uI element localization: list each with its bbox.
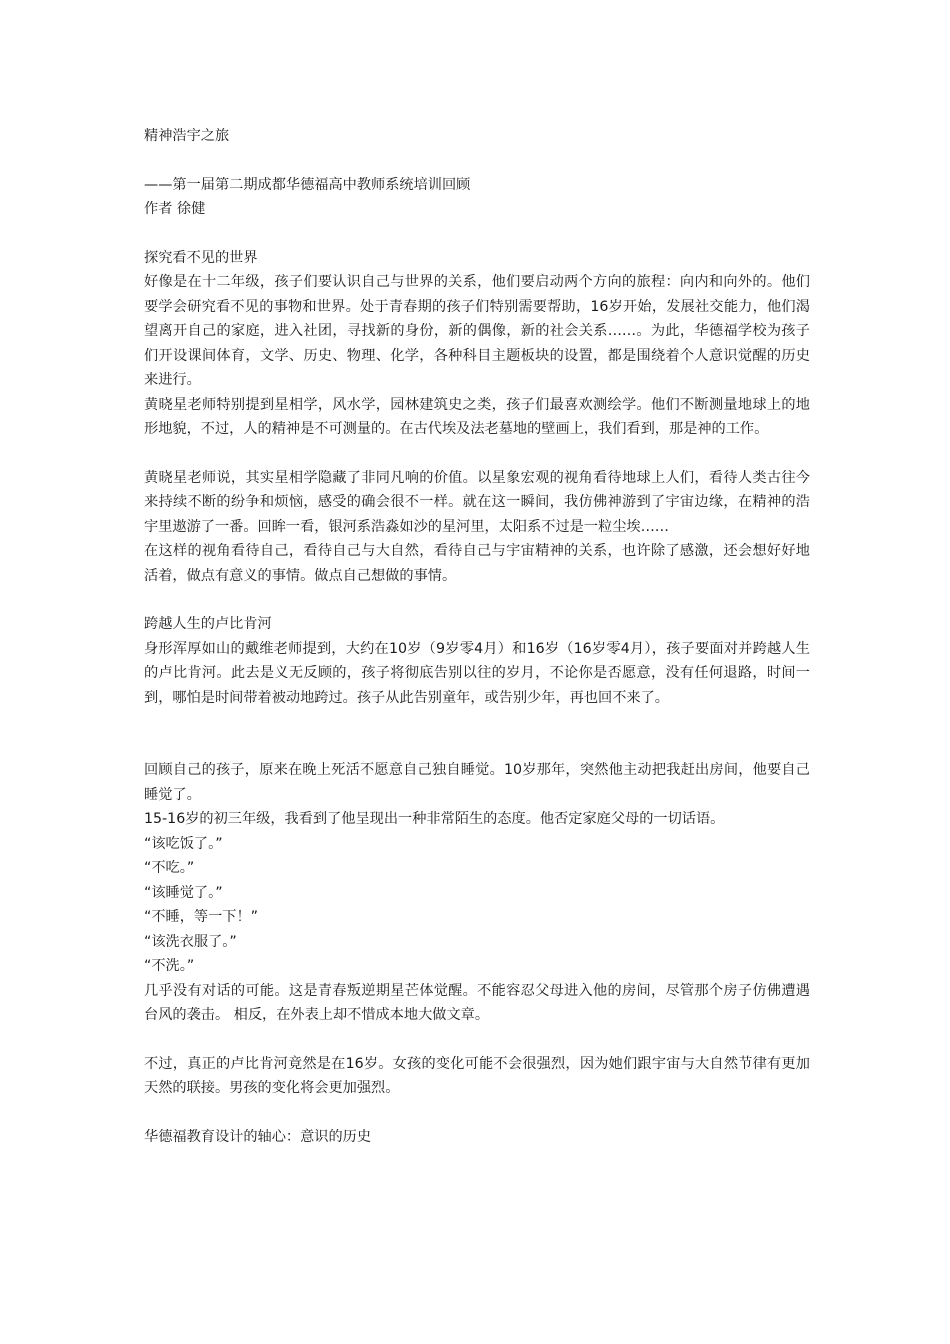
spacer (144, 222, 810, 246)
paragraph: 身形浑厚如山的戴维老师提到，大约在10岁（9岁零4月）和16岁（16岁零4月），孩子要面对并跨越人生的卢比肯河。此去是义无反顾的，孩子将彻底告别以往的岁月，不论你是否愿意，没有任何退路，时间一到，哪怕是时间带着被动地跨过。孩子从此告别童年，或告别少年，再也回不来了。 (144, 640, 810, 706)
paragraph: 黄晓星老师特别提到星相学，风水学，园林建筑史之类，孩子们最喜欢测绘学。他们不断测量地球上的地形地貌，不过，人的精神是不可测量的。在古代埃及法老墓地的壁画上，我们看到，那是神的工作。 (144, 396, 810, 437)
paragraph: 几乎没有对话的可能。这是青春叛逆期星芒体觉醒。不能容忍父母进入他的房间，尽管那个房子仿佛遭遇台风的袭击。 相反，在外表上却不惜成本地大做文章。 (144, 982, 810, 1023)
paragraph: 好像是在十二年级，孩子们要认识自己与世界的关系，他们要启动两个方向的旅程：向内和向外的。他们要学会研究看不见的事物和世界。处于青春期的孩子们特别需要帮助，16岁开始，发展社交能力，他们渴望离开自己的家庭，进入社团，寻找新的身份，新的偶像，新的社会关系……。为此，华德福学校为孩子们开设课间体育，文学、历史、物理、化学，各种科目主题板块的设置，都是围绕着个人意识觉醒的历史来进行。 (144, 274, 810, 388)
paragraph: 15-16岁的初三年级，我看到了他呈现出一种非常陌生的态度。他否定家庭父母的一切话语。 (144, 811, 725, 827)
document-author: 作者 徐健 (144, 201, 206, 217)
paragraph: 黄晓星老师说，其实星相学隐藏了非同凡响的价值。以星象宏观的视角看待地球上人们，看待人类古往今来持续不断的纷争和烦恼，感受的确会很不一样。就在这一瞬间，我仿佛神游到了宇宙边缘，在精神的浩宇里遨游了一番。回眸一看，银河系浩淼如沙的星河里，太阳系不过是一粒尘埃…… (144, 469, 810, 535)
spacer (144, 442, 810, 466)
dialogue-line: “该洗衣服了。” (144, 933, 237, 950)
paragraph: 在这样的视角看待自己，看待自己与大自然，看待自己与宇宙精神的关系，也许除了感激，还会想好好地活着，做点有意义的事情。做点自己想做的事情。 (144, 543, 810, 584)
dialogue-line: “该吃饭了。” (144, 835, 223, 852)
dialogue-line: “该睡觉了。” (144, 884, 223, 901)
paragraph: 不过，真正的卢比肯河竟然是在16岁。女孩的变化可能不会很强烈，因为她们跟宇宙与大自然节律有更加天然的联接。男孩的变化将会更加强烈。 (144, 1055, 810, 1096)
document-subtitle: ——第一届第二期成都华德福高中教师系统培训回顾 (144, 176, 471, 193)
dialogue-line: “不睡，等一下！” (144, 909, 259, 925)
spacer (144, 149, 810, 173)
spacer (144, 710, 810, 758)
dialogue-line: “不吃。” (144, 860, 195, 876)
section-heading-2: 跨越人生的卢比肯河 (144, 616, 272, 632)
spacer (144, 1101, 810, 1125)
document-title: 精神浩宇之旅 (144, 128, 230, 144)
section-heading-1: 探究看不见的世界 (144, 249, 258, 266)
spacer (144, 1028, 810, 1052)
spacer (144, 588, 810, 612)
section-heading-3: 华德福教育设计的轴心：意识的历史 (144, 1128, 372, 1145)
dialogue-line: “不洗。” (144, 958, 195, 974)
paragraph: 回顾自己的孩子，原来在晚上死活不愿意自己独自睡觉。10岁那年，突然他主动把我赶出房间，他要自己睡觉了。 (144, 762, 810, 803)
document-page (144, 124, 810, 1149)
